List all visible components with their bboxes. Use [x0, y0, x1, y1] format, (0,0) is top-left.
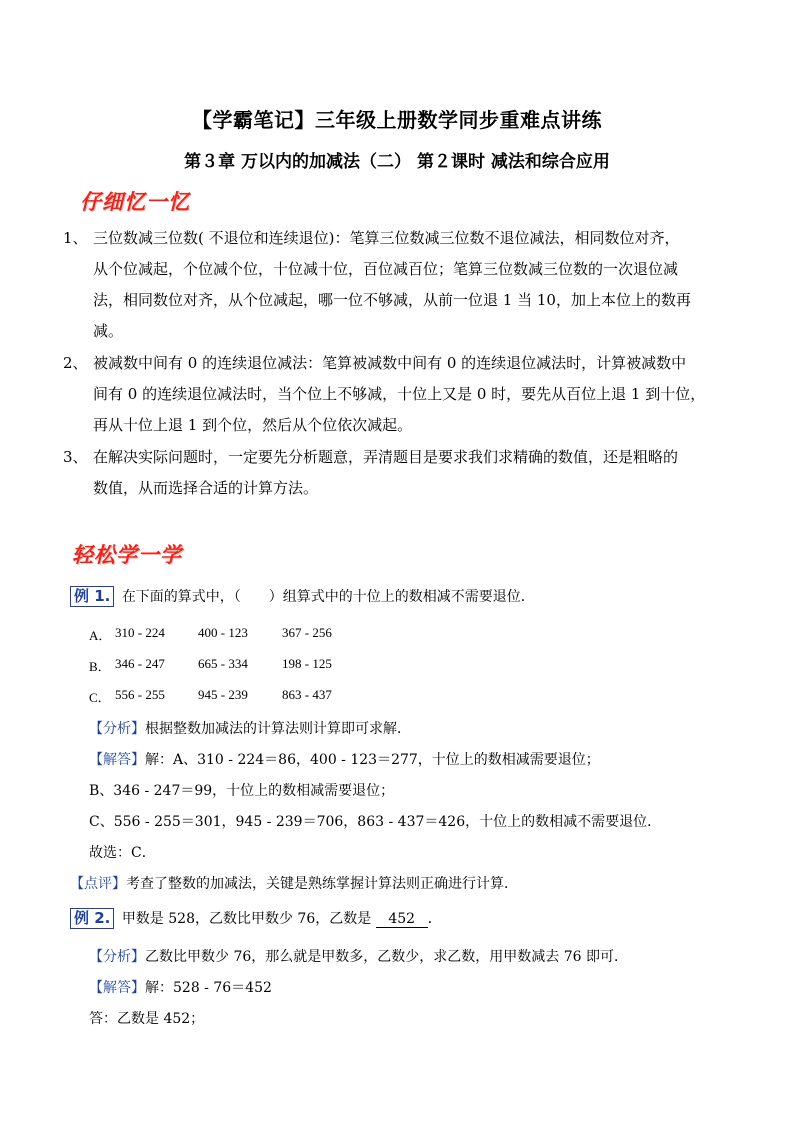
option-expr: 400 - 123: [198, 625, 248, 640]
option-expr: 198 - 125: [282, 656, 332, 671]
option-expr: 310 - 224: [115, 625, 165, 640]
item-number: 2、: [63, 354, 88, 372]
item-text-line: 在解决实际问题时，一定要先分析题意，弄清题目是要求我们求精确的数值，还是粗略的: [93, 448, 679, 466]
analysis-text: 乙数比甲数少 76，那么就是甲数多，乙数少，求乙数，用甲数减去 76 即可．: [145, 949, 628, 965]
option-expr: 556 - 255: [115, 687, 165, 702]
item-text-line: 减。: [93, 322, 124, 340]
answer-line: 解：A、310 - 224＝86，400 - 123＝277，十位上的数相减需要退位；: [145, 752, 600, 768]
example-2-answer: [89, 977, 272, 997]
option-letter: A．: [89, 628, 112, 643]
example-1-label: 例 1.: [70, 586, 114, 607]
section-heading-review: 仔细忆一忆: [80, 190, 190, 214]
option-expr: 367 - 256: [282, 625, 332, 640]
answer-line: 解：528 - 76＝452: [145, 980, 272, 996]
answer-line: 故选：C．: [89, 845, 156, 861]
example-1-analysis: [89, 718, 411, 738]
example-2-analysis: [89, 946, 628, 966]
option-expr: 346 - 247: [115, 656, 165, 671]
option-expr: 665 - 334: [198, 656, 248, 671]
answer-line: B、346 - 247＝99，十位上的数相减需要退位；: [89, 783, 395, 799]
example-1-question: 在下面的算式中，（ ）组算式中的十位上的数相减不需要退位．: [121, 589, 535, 605]
comment-tag: 【点评】: [70, 876, 126, 892]
example-2-question-end: ．: [427, 911, 442, 927]
analysis-tag: 【分析】: [89, 721, 145, 737]
option-letter: C．: [89, 690, 111, 705]
option-expr: 945 - 239: [198, 687, 248, 702]
item-number: 1、: [63, 229, 88, 247]
item-text-line: 再从十位上退 1 到个位，然后从个位依次减起。: [93, 416, 413, 434]
item-text-line: 三位数减三位数( 不退位和连续退位)：笔算三位数减三位数不退位减法，相同数位对齐，: [93, 229, 680, 247]
item-text-line: 从个位减起，个位减个位，十位减十位，百位减百位；笔算三位数减三位数的一次退位减: [93, 260, 679, 278]
analysis-text: 根据整数加减法的计算法则计算即可求解．: [145, 721, 411, 737]
document-title: 【学霸笔记】三年级上册数学同步重难点讲练: [192, 108, 602, 132]
comment-text: 考查了整数的加减法，关键是熟练掌握计算法则正确进行计算．: [126, 876, 518, 892]
section-heading-learn: 轻松学一学: [72, 543, 182, 567]
example-2-question: 甲数是 528，乙数比甲数少 76，乙数是: [121, 911, 372, 927]
item-number: 3、: [63, 448, 88, 466]
answer-blank: 452: [376, 911, 428, 928]
example-2-conclusion: 答：乙数是 452；: [89, 1011, 205, 1027]
item-text-line: 间有 0 的连续退位减法时，当个位上不够减，十位上又是 0 时，要先从百位上退 1 到十位，: [93, 385, 706, 403]
example-1-answer: [89, 749, 600, 769]
example-1-question-row: [70, 586, 535, 607]
example-2-label: 例 2.: [70, 908, 114, 929]
answer-tag: 【解答】: [89, 980, 145, 996]
analysis-tag: 【分析】: [89, 949, 145, 965]
example-1-comment: [70, 873, 518, 893]
item-text-line: 被减数中间有 0 的连续退位减法：笔算被减数中间有 0 的连续退位减法时，计算被减数中: [93, 354, 687, 372]
option-expr: 863 - 437: [282, 687, 332, 702]
item-text-line: 数值，从而选择合适的计算方法。: [93, 479, 319, 497]
option-letter: B．: [89, 659, 111, 674]
answer-line: C、556 - 255＝301，945 - 239＝706，863 - 437＝426，十位上的数相减不需要退位．: [89, 814, 662, 830]
chapter-subtitle: 第３章 万以内的加减法（二） 第２课时 减法和综合应用: [184, 152, 610, 172]
answer-tag: 【解答】: [89, 752, 145, 768]
item-text-line: 法，相同数位对齐，从个位减起，哪一位不够减，从前一位退 1 当 10，加上本位上的数再: [93, 291, 691, 309]
example-2-question-row: [70, 908, 442, 929]
